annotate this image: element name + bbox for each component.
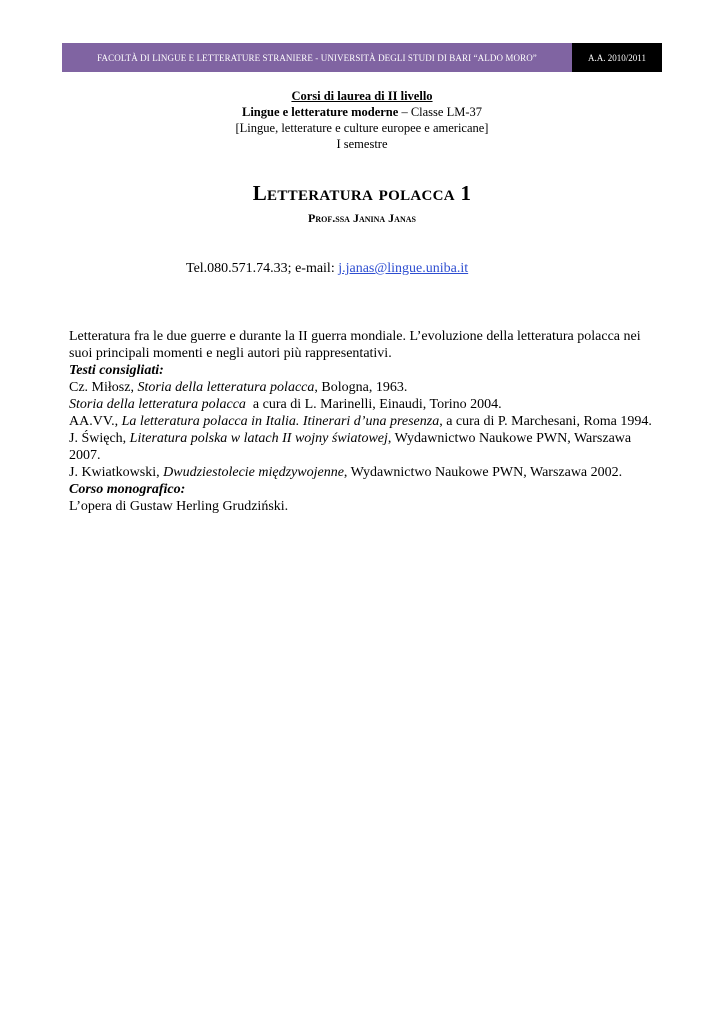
bibliography-item: AA.VV., La letteratura polacca in Italia. Itinerari d’una presenza, a cura di P. Marchesani, Roma 1994. — [69, 414, 652, 429]
bibliography-item: J. Kwiatkowski, Dwudziestolecie międzywojenne, Wydawnictwo Naukowe PWN, Warszawa 2002. — [69, 465, 623, 480]
course-info — [0, 88, 724, 152]
degree-class: – Classe LM-37 — [398, 105, 482, 119]
email-link[interactable]: j.janas@lingue.uniba.it — [338, 261, 469, 276]
bibliography-item: J. Święch, Literatura polska w latach II wojny światowej, Wydawnictwo Naukowe PWN, Warszawa 2007. — [69, 431, 632, 463]
contact-line — [186, 261, 468, 277]
course-level: Corsi di laurea di II livello — [291, 89, 433, 103]
bibliography-item: Cz. Miłosz, Storia della letteratura polacca, Bologna, 1963. — [69, 380, 408, 395]
monographic-text: L’opera di Gustaw Herling Grudziński. — [69, 499, 289, 514]
semester: I semestre — [336, 137, 388, 151]
course-description: Letteratura fra le due guerre e durante la II guerra mondiale. L’evoluzione della letteratura polacca nei suoi principali momenti e negli autori più rappresentativi. — [69, 329, 641, 361]
course-content — [69, 328, 659, 515]
texts-heading: Testi consigliati: — [69, 363, 164, 378]
faculty-label: FACOLTÀ DI LINGUE E LETTERATURE STRANIERE - UNIVERSITÀ DEGLI STUDI DI BARI “ALDO MORO” — [62, 43, 572, 72]
course-title: Letteratura polacca 1 — [252, 181, 472, 205]
degree-name: Lingue e letterature moderne — [241, 105, 399, 119]
academic-year-label: A.A. 2010/2011 — [572, 43, 662, 72]
phone-text: Tel.080.571.74.33; e-mail: — [186, 261, 339, 276]
page-header — [62, 43, 662, 72]
bibliography-item: Storia della letteratura polacca a cura di L. Marinelli, Einaudi, Torino 2004. — [69, 397, 502, 412]
professor-name: Prof.ssa Janina Janas — [308, 211, 416, 225]
monographic-heading: Corso monografico: — [69, 482, 186, 497]
curriculum: [Lingue, letterature e culture europee e americane] — [235, 121, 489, 135]
